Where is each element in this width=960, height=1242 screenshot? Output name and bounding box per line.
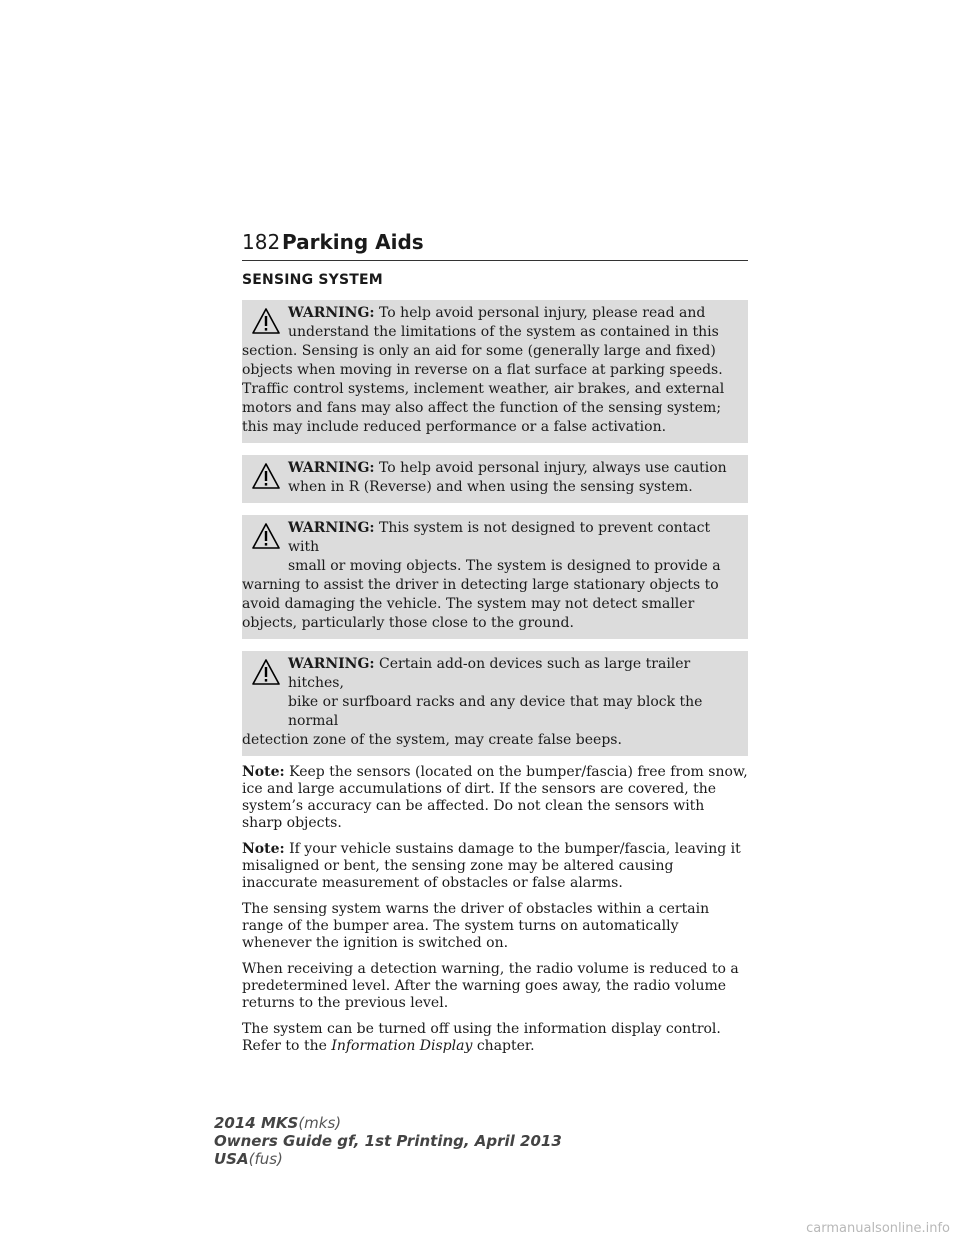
body-paragraph-2: When receiving a detection warning, the radio volume is reduced to a predetermined level. After the warning goes away, the radio volume returns to the previous level. [242,961,739,1011]
warning-text-line2: when in R (Reverse) and when using the sensing system. [288,479,693,495]
warning-text-line2: small or moving objects. The system is designed to provide a [288,558,721,574]
warning-text-line1: Certain add-on devices such as large trailer hitches, [288,656,691,691]
warning-triangle-icon [252,308,280,334]
warning-box-1 [242,300,748,443]
warning-triangle-icon [252,659,280,685]
warning-triangle-icon [252,523,280,549]
note-paragraph-2 [242,841,748,892]
warning-label: WARNING: [288,460,375,476]
body-paragraph-1: The sensing system warns the driver of obstacles within a certain range of the bumper area. The system turns on automatically whenever the ignition is switched on. [242,901,710,951]
warning-box-3 [242,515,748,639]
warning-text-line2: bike or surfboard racks and any device that may block the normal [288,694,703,729]
footer-line-1 [214,1114,562,1132]
warning-text-rest: warning to assist the driver in detecting large stationary objects to avoid damaging the vehicle. The system may not detect smaller objects, particularly those close to the ground. [242,577,719,631]
warning-text-line1: This system is not designed to prevent contact with [288,520,711,555]
text-before-reference: The system can be turned off using the information display control. Refer to the [242,1021,721,1054]
note-paragraph-1 [242,764,748,832]
section-heading: SENSING SYSTEM [242,272,383,288]
note-label: Note: [242,841,285,857]
warning-text-rest: section. Sensing is only an aid for some (generally large and fixed) objects when moving in reverse on a flat surface at parking speeds. Traffic control systems, inclement weather, air brakes, and external motors and fans may also affect the function of the sensing system; this may include reduced performance or a false activation. [242,343,725,435]
warning-triangle-icon [252,463,280,489]
content-body [242,300,748,1064]
text-after-reference: chapter. [472,1038,535,1054]
chapter-reference: Information Display [331,1038,473,1054]
warning-label: WARNING: [288,656,375,672]
warning-text-line2: understand the limitations of the system as contained in this [288,324,719,340]
footer-model: 2014 MKS [214,1114,299,1132]
footer-line-2: Owners Guide gf, 1st Printing, April 2013 [214,1132,562,1150]
warning-box-2 [242,455,748,503]
note-label: Note: [242,764,285,780]
warning-box-4 [242,651,748,756]
footer-market-code: (fus) [248,1150,283,1168]
footer-market: USA [214,1150,249,1168]
chapter-title: Parking Aids [282,230,424,254]
note-text: Keep the sensors (located on the bumper/fascia) free from snow, ice and large accumulations of dirt. If the sensors are covered, the system’s accuracy can be affected. Do not clean the sensors with sharp objects. [242,764,748,831]
page-footer [214,1114,562,1168]
warning-label: WARNING: [288,520,375,536]
warning-text-rest: detection zone of the system, may create false beeps. [242,732,622,748]
warning-text-line1: To help avoid personal injury, please read and [379,305,706,321]
warning-label: WARNING: [288,305,375,321]
warning-text-line1: To help avoid personal injury, always use caution [379,460,727,476]
footer-line-3 [214,1150,562,1168]
page-header [242,230,748,261]
watermark: carmanualsonline.info [806,1221,950,1236]
body-paragraph-3 [242,1021,748,1055]
footer-model-code: (mks) [298,1114,342,1132]
note-text: If your vehicle sustains damage to the bumper/fascia, leaving it misaligned or bent, the sensing zone may be altered causing inaccurate measurement of obstacles or false alarms. [242,841,741,891]
page-number: 182 [242,230,281,254]
